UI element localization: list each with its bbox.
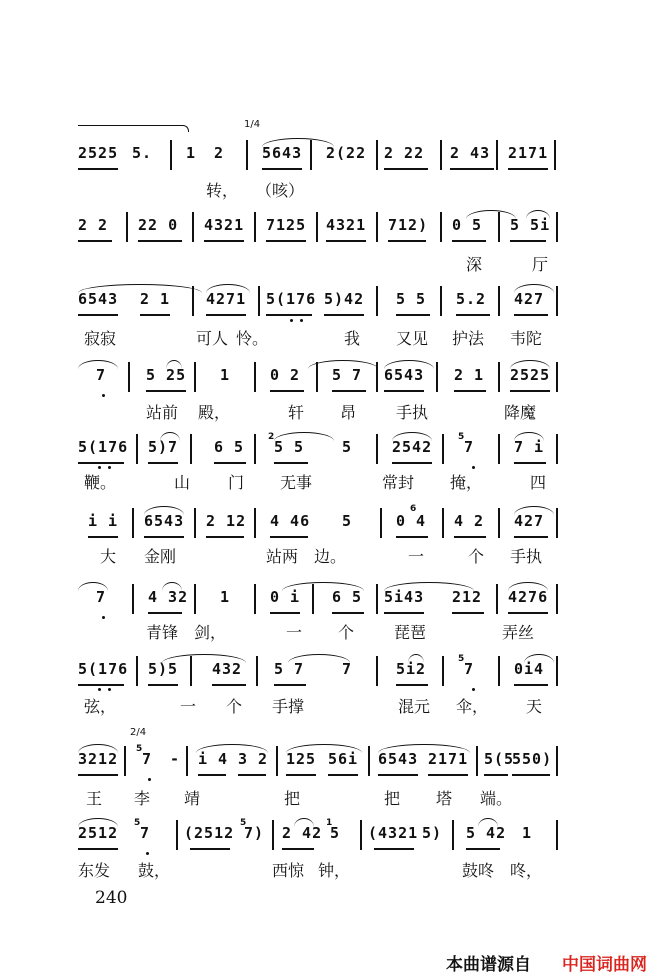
lyric: 一 [286,623,303,642]
bar-line [256,656,258,686]
note-cell: 125 [286,750,317,768]
lyric: 韦陀 [510,329,543,348]
bar-line [498,434,500,464]
footer-source-label: 本曲谱源自 [446,955,531,975]
lyric: 山 [174,473,191,492]
bar-line [556,434,558,464]
note-cell: 2171 [428,750,469,768]
note-cell: - [170,750,181,768]
bar-line [498,362,500,392]
bar-line [254,434,256,464]
lyric: 个 [226,697,243,716]
note-cell: 5 [342,438,353,456]
bar-line [176,820,178,850]
note-cell: i i [88,512,119,530]
bar-line [376,140,378,170]
bar-line [556,212,558,242]
note-cell: 3212 [78,750,119,768]
lyric: 剑， [194,623,227,642]
bar-line [496,584,498,614]
bar-line [498,286,500,316]
bar-line [556,508,558,538]
note-cell: 5 5i [510,216,551,234]
lyric: 降魔 [504,403,537,422]
note-cell: 6543 [144,512,185,530]
note-cell: 7 [464,438,475,456]
note-cell: 5. [132,144,153,162]
score-row-9: 3212 5 7 - i 4 3 2 125 56i 6543 2171 5(5 550) [78,744,568,778]
bar-line [192,212,194,242]
note-cell: 2 1 [454,366,485,384]
bar-line [186,746,188,776]
note-cell: 5 7 [332,366,363,384]
note-cell: 5 [342,512,353,530]
lyric: 端。 [480,789,513,808]
bar-line [194,362,196,392]
bar-line [376,434,378,464]
score-row-10: 2512 5 7 (2512 5 7) 2 42 1 5 (4321 5) 5 42 1 [78,818,568,852]
lyric: 门 [228,473,245,492]
lyric: 手执 [510,547,543,566]
note-cell: 5(176 [266,290,317,308]
lyric: 混元 [398,697,431,716]
bar-line [380,508,382,538]
lyrics-row-4 [78,400,568,426]
note-cell: 56i [328,750,359,768]
note-cell: 7 [342,660,353,678]
lyric: 站两 [266,547,299,566]
note-cell: 2 [214,144,225,162]
note-cell: 6543 [378,750,419,768]
note-cell: 2525 [510,366,551,384]
score-row-2 [78,210,568,244]
note-cell: 6 5 [214,438,245,456]
lyric: 个 [338,623,355,642]
lyric: 常封 [382,473,415,492]
note-cell: 2 2 [78,216,109,234]
note-cell: 2171 [508,144,549,162]
bar-line [132,508,134,538]
bar-line [440,286,442,316]
note-cell: 1 [522,824,533,842]
bar-line [190,434,192,464]
tie-line [78,125,189,132]
bar-line [132,584,134,614]
note-cell: 5 [330,824,341,842]
bar-line [556,584,558,614]
bar-line [476,746,478,776]
note-cell: 4 2 [454,512,485,530]
bar-line [376,286,378,316]
bar-line [190,656,192,686]
lyric: 弦， [84,697,117,716]
lyric: 琵琶 [394,623,427,642]
lyric: 鼓咚 [462,861,495,880]
note-cell: 5 25 [146,366,187,384]
note-cell: 5) [422,824,443,842]
note-cell: 6 5 [332,588,363,606]
bar-line [442,508,444,538]
note-cell: 22 0 [138,216,179,234]
bar-line [192,286,194,316]
note-cell: 6543 [78,290,119,308]
note-cell: 2512 [78,824,119,842]
note-cell: (4321 [368,824,419,842]
lyric: 西惊 [272,861,305,880]
note-cell: 3 2 [238,750,269,768]
note-cell: 7 [96,588,107,606]
note-cell: 4321 [204,216,245,234]
note-cell: 0i4 [514,660,545,678]
lyric: 寂寂 [84,329,117,348]
bar-line [556,656,558,686]
bar-line [436,362,438,392]
note-cell: 5643 [262,144,303,162]
note-cell: 2 43 [450,144,491,162]
bar-line [312,584,314,614]
note-cell: 5 7 [274,660,305,678]
note-cell: 5(5 [484,750,515,768]
lyric: 把 [284,789,301,808]
lyric: 掩， [450,473,483,492]
lyric: 个 [468,547,485,566]
bar-line [556,746,558,776]
lyric: 大 [100,547,117,566]
note-cell: 7 [96,366,107,384]
lyric: 深 [466,255,483,274]
bar-line [128,362,130,392]
score-row-4 [78,360,568,394]
note-cell: 7 [142,750,153,768]
lyric: 可人 [196,329,229,348]
note-cell: 4 32 [148,588,189,606]
note-cell: 5(176 [78,660,129,678]
note-cell: 4276 [508,588,549,606]
bar-line [556,820,558,850]
bar-line [376,212,378,242]
bar-line [254,508,256,538]
note-cell: 7125 [266,216,307,234]
tempo-marker-1-4: 1/4 [244,119,261,130]
bar-line [316,212,318,242]
note-cell: 5i2 [396,660,427,678]
lyric: 无事 [280,473,313,492]
score-row-1 [78,138,568,172]
lyrics-row-1 [78,178,568,204]
note-cell: 432 [212,660,243,678]
lyric: 手执 [396,403,429,422]
page-number: 240 [95,888,128,908]
lyric: 东发 [78,861,111,880]
lyric: 天 [526,697,543,716]
lyric: 昂 [340,403,357,422]
lyric: 鼓， [138,861,171,880]
lyric: 站前 [146,403,179,422]
lyrics-row-8 [78,694,568,720]
note-cell: 0 i [270,588,301,606]
tempo-marker-2-4: 2/4 [130,727,147,738]
lyrics-row-10 [78,858,568,884]
lyric: 怜。 [236,329,269,348]
note-cell: 712) [388,216,429,234]
note-cell: 5)7 [148,438,179,456]
lyric: 把 [384,789,401,808]
bar-line [136,434,138,464]
bar-line [440,140,442,170]
score-row-7 [78,582,568,616]
lyric: 钟， [318,861,351,880]
note-cell: 7 [464,660,475,678]
note-cell: 5 42 [466,824,507,842]
note-cell: 0 4 [396,512,427,530]
note-cell: 0 5 [452,216,483,234]
note-cell: i 4 [198,750,229,768]
bar-line [556,362,558,392]
lyric: 青锋 [146,623,179,642]
score-row-3 [78,284,568,318]
lyric: 轩 [288,403,305,422]
lyric: 转， [206,181,239,200]
note-cell: 2525 [78,144,119,162]
note-cell: 2 12 [206,512,247,530]
note-cell: 5 5 [396,290,427,308]
bar-line [368,746,370,776]
note-cell: 0 2 [270,366,301,384]
lyrics-row-3 [78,326,568,352]
lyric: 手撑 [272,697,305,716]
lyric: 李 [134,789,151,808]
bar-line [170,140,172,170]
note-cell: 427 [514,512,545,530]
bar-line [360,820,362,850]
lyric: 护法 [452,329,485,348]
note-cell: 5 5 [274,438,305,456]
note-cell: 5)5 [148,660,179,678]
note-cell: 5(176 [78,438,129,456]
note-cell: 7) [244,824,265,842]
note-cell: 2(22 [326,144,367,162]
footer-site-name[interactable]: 中国词曲网 [562,955,647,975]
lyric: 边。 [314,547,347,566]
note-cell: 427 [514,290,545,308]
note-cell: 6543 [384,366,425,384]
lyric: 一 [180,697,197,716]
lyric: 厅 [532,255,549,274]
note-cell: 5.2 [456,290,487,308]
lyric: 又见 [396,329,429,348]
lyric: 塔 [436,789,453,808]
note-cell: 2 22 [384,144,425,162]
note-cell: 1 [220,588,231,606]
lyric: 王 [86,789,103,808]
lyric: 咚， [510,861,543,880]
bar-line [124,746,126,776]
lyric: 靖 [184,789,201,808]
bar-line [498,212,500,242]
score-row-5: 5(176 5)7 6 5 2 5 5 5 2542 5 7 7 i [78,432,568,466]
note-cell: 5)42 [324,290,365,308]
note-cell: 550) [512,750,553,768]
bar-line [376,584,378,614]
lyrics-row-5 [78,470,568,496]
lyric: 我 [344,329,361,348]
note-cell: 5i43 [384,588,425,606]
lyric: 伞， [456,697,489,716]
lyrics-row-7 [78,620,568,646]
lyric: 鞭。 [84,473,117,492]
bar-line [442,434,444,464]
lyric: 四 [530,473,547,492]
note-cell: 212 [452,588,483,606]
note-cell: 7 [140,824,151,842]
bar-line [440,212,442,242]
bar-line [554,140,556,170]
note-cell: 2542 [392,438,433,456]
bar-line [258,286,260,316]
bar-line [310,140,312,170]
bar-line [272,820,274,850]
note-cell: (2512 [184,824,235,842]
bar-line [452,820,454,850]
lyrics-row-6 [78,544,568,570]
note-cell: 2 42 [282,824,323,842]
lyrics-row-2 [78,252,568,278]
note-cell: 7 i [514,438,545,456]
bar-line [246,140,248,170]
note-cell: 4 46 [270,512,311,530]
bar-line [498,656,500,686]
lyrics-row-9 [78,786,568,812]
note-cell: 4321 [326,216,367,234]
bar-line [254,362,256,392]
note-cell: 1 [186,144,197,162]
bar-line [254,584,256,614]
lyric: 殿， [198,403,231,422]
bar-line [376,656,378,686]
lyric: 弄丝 [502,623,535,642]
bar-line [442,656,444,686]
bar-line [254,212,256,242]
note-cell: 4271 [206,290,247,308]
lyric: （咳） [256,181,305,200]
bar-line [136,656,138,686]
bar-line [126,212,128,242]
bar-line [194,584,196,614]
lyric: 一 [408,547,425,566]
score-row-6: i i 6543 2 12 4 46 5 6 0 4 4 2 427 [78,506,568,540]
bar-line [496,140,498,170]
bar-line [498,508,500,538]
note-cell: 1 [220,366,231,384]
note-cell: 2 1 [140,290,171,308]
bar-line [276,746,278,776]
bar-line [556,286,558,316]
score-row-8: 5(176 5)5 432 5 7 7 5i2 5 7 0i4 [78,654,568,688]
lyric: 金刚 [144,547,177,566]
bar-line [376,362,378,392]
bar-line [194,508,196,538]
